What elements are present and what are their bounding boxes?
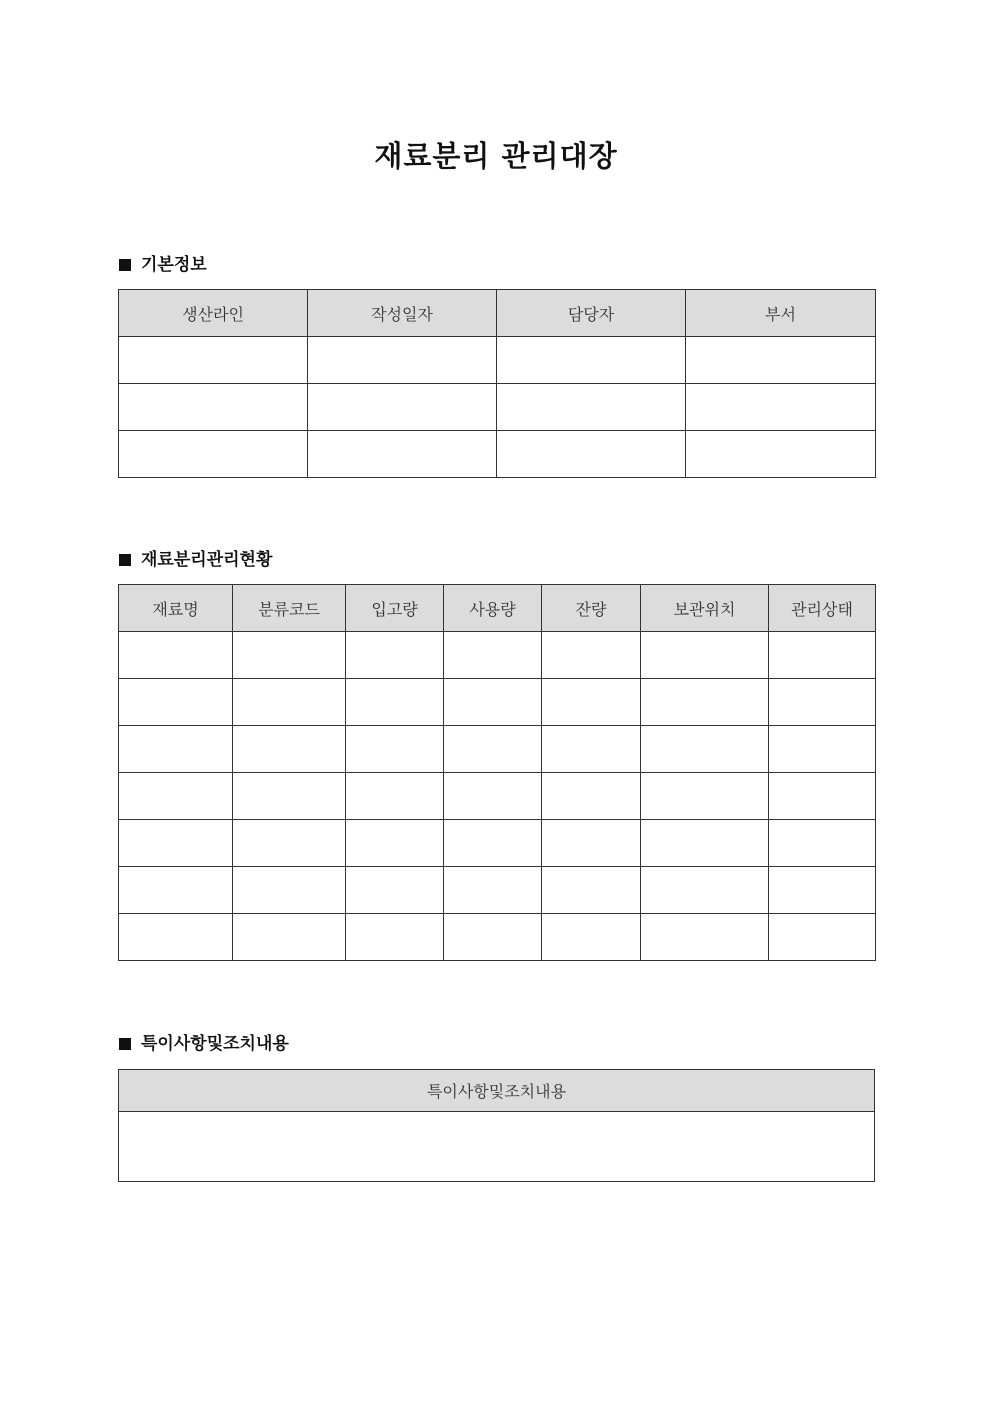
table-cell[interactable] [119,867,233,914]
table-cell[interactable] [119,384,308,431]
table-cell[interactable] [769,773,876,820]
table-row [119,726,876,773]
table-cell[interactable] [308,384,497,431]
table-cell[interactable] [119,820,233,867]
square-bullet-icon [119,1038,131,1050]
table-cell[interactable] [346,726,444,773]
table-cell[interactable] [686,337,876,384]
table-cell[interactable] [542,679,641,726]
section-heading-label: 재료분리관리현황 [141,550,273,570]
basic-info-table [118,289,876,478]
table-row [119,337,876,384]
table-cell[interactable] [542,820,641,867]
table-cell[interactable] [641,726,769,773]
table-cell[interactable] [542,914,641,961]
table-cell[interactable] [233,820,346,867]
table-cell[interactable] [641,632,769,679]
column-header-used-qty: 사용량 [444,585,542,632]
table-row [119,632,876,679]
table-cell[interactable] [444,914,542,961]
table-row [119,820,876,867]
table-cell[interactable] [686,384,876,431]
table-cell[interactable] [444,632,542,679]
table-cell[interactable] [444,726,542,773]
table-cell[interactable] [444,820,542,867]
notes-content-cell[interactable] [119,1112,875,1182]
table-cell[interactable] [641,914,769,961]
table-cell[interactable] [497,431,686,478]
column-header-received-qty: 입고량 [346,585,444,632]
table-cell[interactable] [119,679,233,726]
table-cell[interactable] [769,679,876,726]
table-row [119,867,876,914]
table-cell[interactable] [769,726,876,773]
column-header-notes: 특이사항및조치내용 [119,1070,875,1112]
section-heading-notes [119,1033,289,1055]
table-row [119,773,876,820]
table-cell[interactable] [233,867,346,914]
table-row [119,384,876,431]
table-cell[interactable] [542,773,641,820]
section-heading-material-status [119,549,272,571]
table-cell[interactable] [444,867,542,914]
table-cell[interactable] [641,773,769,820]
table-cell[interactable] [641,867,769,914]
table-cell[interactable] [497,384,686,431]
table-cell[interactable] [497,337,686,384]
table-cell[interactable] [769,914,876,961]
section-heading-label: 특이사항및조치내용 [141,1034,289,1054]
table-row [119,914,876,961]
column-header-category-code: 분류코드 [233,585,346,632]
column-header-storage-location: 보관위치 [641,585,769,632]
table-cell[interactable] [233,632,346,679]
column-header-management-status: 관리상태 [769,585,876,632]
table-cell[interactable] [119,914,233,961]
table-cell[interactable] [542,726,641,773]
table-row [119,431,876,478]
table-header-row [119,1070,875,1112]
table-cell[interactable] [233,914,346,961]
column-header-material-name: 재료명 [119,585,233,632]
section-heading-basic-info [119,254,207,276]
column-header-date: 작성일자 [308,290,497,337]
square-bullet-icon [119,259,131,271]
table-cell[interactable] [769,632,876,679]
document-title: 재료분리 관리대장 [374,139,618,173]
table-cell[interactable] [346,632,444,679]
table-header-row [119,585,876,632]
table-cell[interactable] [119,726,233,773]
table-cell[interactable] [769,867,876,914]
table-cell[interactable] [346,867,444,914]
table-cell[interactable] [308,337,497,384]
table-cell[interactable] [346,773,444,820]
table-cell[interactable] [346,820,444,867]
table-cell[interactable] [233,726,346,773]
table-cell[interactable] [641,820,769,867]
table-cell[interactable] [119,431,308,478]
column-header-production-line: 생산라인 [119,290,308,337]
column-header-department: 부서 [686,290,876,337]
table-cell[interactable] [119,632,233,679]
table-cell[interactable] [119,773,233,820]
table-cell[interactable] [444,773,542,820]
table-cell[interactable] [346,914,444,961]
table-cell[interactable] [119,337,308,384]
table-cell[interactable] [308,431,497,478]
notes-table [118,1069,875,1182]
table-cell[interactable] [346,679,444,726]
table-cell[interactable] [686,431,876,478]
table-row [119,1112,875,1182]
column-header-manager: 담당자 [497,290,686,337]
table-row [119,679,876,726]
table-header-row [119,290,876,337]
column-header-remaining-qty: 잔량 [542,585,641,632]
table-cell[interactable] [233,679,346,726]
material-status-table [118,584,876,961]
table-cell[interactable] [542,867,641,914]
table-cell[interactable] [233,773,346,820]
table-cell[interactable] [641,679,769,726]
section-heading-label: 기본정보 [141,255,207,275]
table-cell[interactable] [542,632,641,679]
table-cell[interactable] [769,820,876,867]
table-cell[interactable] [444,679,542,726]
square-bullet-icon [119,554,131,566]
